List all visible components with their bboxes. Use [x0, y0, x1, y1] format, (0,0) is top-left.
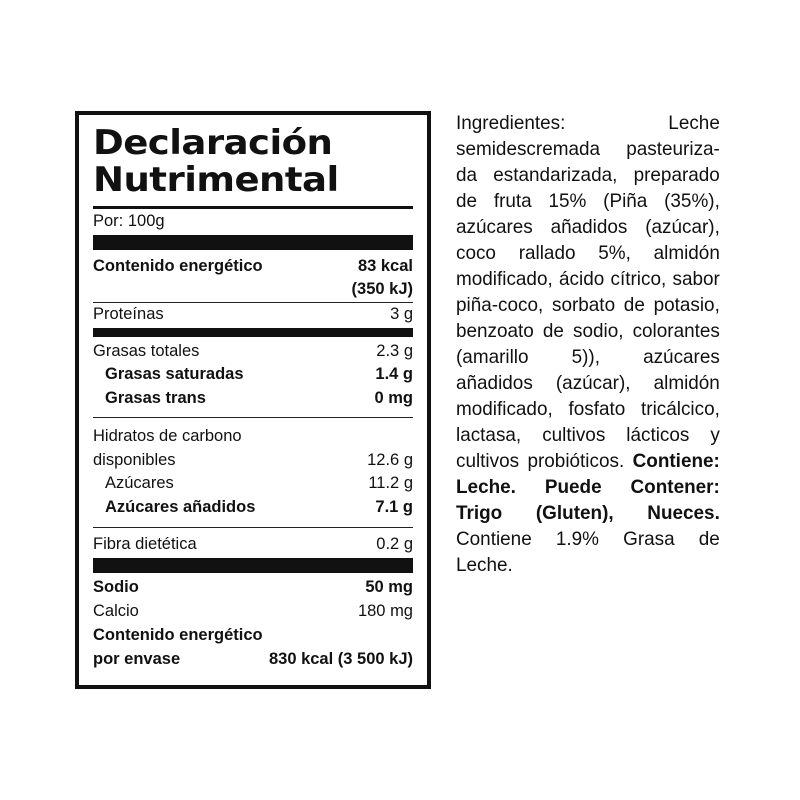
- divider-bar-medium: [93, 328, 413, 337]
- ingredients-text: [456, 110, 720, 578]
- fat-saturated-label: Grasas saturadas: [105, 365, 244, 383]
- fat-trans-value: 0 mg: [374, 389, 413, 407]
- protein-value: 3 g: [390, 305, 413, 323]
- energy-kj: (350 kJ): [351, 280, 413, 298]
- calcium-value: 180 mg: [357, 602, 413, 620]
- divider-bar-thick: [93, 235, 413, 250]
- added-sugars-value: 7.1 g: [375, 498, 413, 516]
- fat-trans-label: Grasas trans: [105, 389, 206, 407]
- energy-package-label-line-1: Contenido energético: [93, 626, 263, 644]
- milk-fat-note: Contiene 1.9% Grasa de Leche.: [456, 528, 720, 576]
- nutrition-facts-panel: [75, 111, 431, 689]
- fat-total-value: 2.3 g: [376, 342, 413, 360]
- title-line-2: Nutrimental: [93, 160, 339, 200]
- protein-label: Proteínas: [93, 305, 164, 323]
- calcium-label: Calcio: [93, 602, 139, 620]
- divider-line: [93, 417, 413, 418]
- sugars-value: 11.2 g: [368, 474, 413, 492]
- divider-bar-thick: [93, 558, 413, 573]
- added-sugars-label: Azúcares añadidos: [105, 498, 256, 516]
- energy-kcal: 83 kcal: [357, 257, 413, 275]
- carbs-label-line-1: Hidratos de carbono: [93, 427, 242, 445]
- title-line-1: Declaración: [93, 123, 333, 163]
- panel-title: [93, 125, 339, 199]
- sugars-label: Azúcares: [105, 474, 174, 492]
- allergen-statement: Contiene: Leche. Puede Contener: Trigo (Gluten), Nueces.: [456, 450, 720, 524]
- sodium-label: Sodio: [93, 578, 139, 596]
- fiber-label: Fibra dietética: [93, 535, 197, 553]
- energy-label: Contenido energético: [93, 257, 263, 275]
- energy-package-value: 830 kcal (3 500 kJ): [268, 650, 413, 668]
- fiber-value: 0.2 g: [376, 535, 413, 553]
- nutrition-facts-inner: [93, 115, 413, 685]
- energy-package-label-line-2: por envase: [93, 650, 181, 668]
- serving-size: Por: 100g: [93, 212, 165, 230]
- carbs-label-line-2: disponibles: [93, 451, 176, 469]
- fat-total-label: Grasas totales: [93, 342, 200, 360]
- fat-saturated-value: 1.4 g: [375, 365, 413, 383]
- divider-bar: [93, 206, 413, 209]
- carbs-value: 12.6 g: [367, 451, 413, 469]
- ingredients-list: Ingredientes: Leche semidescremada pasteuriza-da estandarizada, preparado de fruta 15% (Piña (35%), azúcares añadidos (azúcar), coco rallado 5%, almidón modificado, ácido cítrico, sabor piña-coco, sorbato de potasio, benzoato de sodio, colorantes (amarillo 5)), azúcares añadidos (azúcar), almidón modificado, fosfato tricálcico, lactasa, cultivos lácticos y cultivos probióticos.: [456, 112, 720, 472]
- sodium-value: 50 mg: [365, 578, 413, 596]
- divider-line: [93, 527, 413, 528]
